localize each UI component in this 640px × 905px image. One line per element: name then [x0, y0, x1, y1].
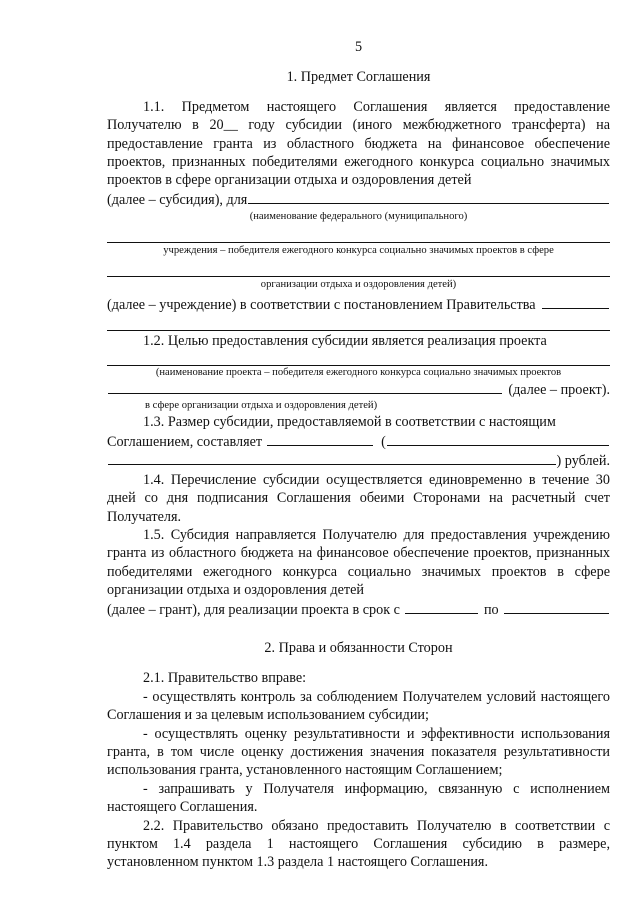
document-body — [107, 38, 610, 872]
date-to-label: по — [483, 601, 499, 618]
blank-line — [542, 295, 609, 309]
amount-digits-blank — [267, 432, 373, 446]
section-2-title: 2. Права и обязанности Сторон — [264, 639, 453, 656]
paren-open: ( — [381, 433, 386, 450]
section-1-title: 1. Предмет Соглашения — [286, 69, 431, 86]
caption-project-sphere: в сфере организации отдыха и оздоровления детей) — [145, 400, 378, 412]
caption-institution-winner: учреждения – победителя ежегодного конкурса социально значимых проектов в сфере — [163, 245, 554, 257]
clause-1-2-after-row — [107, 380, 610, 399]
blank-line — [108, 380, 502, 394]
clause-1-3-end-row — [107, 451, 610, 470]
blank-line — [107, 315, 610, 331]
blank-line — [107, 350, 610, 366]
clause-1-2-after: (далее – проект). — [508, 382, 610, 399]
clause-1-1-after-row — [107, 295, 610, 314]
clause-1-1: 1.1. Предметом настоящего Соглашения является предоставление Получателю в 20__ году субсидии (иного межбюджетного трансферта) на предоставление гранта из областного бюджета на финансовое обеспечение проектов, признанных победителями ежегодного конкурса социально значимых проектов в сфере организации отдыха и оздоровления детей — [107, 98, 610, 189]
blank-line — [107, 227, 610, 243]
clause-1-3-amount-row — [107, 432, 610, 451]
blank-line — [107, 261, 610, 277]
clause-1-5-dates-row — [107, 600, 610, 619]
clause-1-3-line2: Соглашением, составляет — [107, 433, 263, 450]
clause-1-5-last: (далее – грант), для реализации проекта в срок с — [107, 601, 400, 618]
blank-line — [248, 190, 609, 204]
clause-2-2: 2.2. Правительство обязано предоставить Получателю в соответствии с пунктом 1.4 раздела 1 настоящего Соглашения субсидию в размере, установленном пунктом 1.3 раздела 1 настоящего Соглашения. — [107, 817, 610, 871]
clause-1-3-end: ) рублей. — [556, 453, 610, 470]
clause-1-1-after: (далее – учреждение) в соответствии с постановлением Правительства — [107, 297, 536, 314]
clause-1-1-tail: (далее – субсидия), для — [107, 191, 248, 208]
clause-2-1-c: - запрашивать у Получателя информацию, связанную с исполнением настоящего Соглашения. — [107, 780, 610, 816]
date-to-blank — [504, 600, 609, 614]
page-number: 5 — [354, 39, 363, 55]
amount-words-blank-2 — [108, 451, 556, 465]
clause-1-3: 1.3. Размер субсидии, предоставляемой в соответствии с настоящим — [143, 414, 556, 431]
clause-1-4: 1.4. Перечисление субсидии осуществляется единовременно в течение 30 дней со дня подписания Соглашения обеими Сторонами на расчетный счет Получателя. — [107, 471, 610, 525]
caption-organization: организации отдыха и оздоровления детей) — [260, 279, 457, 291]
amount-words-blank — [387, 432, 609, 446]
clause-2-1-title: 2.1. Правительство вправе: — [143, 670, 307, 687]
clause-1-1-tail-row — [107, 190, 610, 209]
clause-2-1-a: - осуществлять контроль за соблюдением Получателем условий настоящего Соглашения и за целевым использованием субсидии; — [107, 688, 610, 724]
caption-project-name: (наименование проекта – победителя ежегодного конкурса социально значимых проектов — [155, 367, 562, 379]
clause-2-1-b: - осуществлять оценку результативности и эффективности использования гранта, в том числе оценку достижения значения показателя результативности использования гранта, установленного настоящим Соглашением; — [107, 725, 610, 779]
clause-1-2: 1.2. Целью предоставления субсидии является реализация проекта — [143, 332, 547, 349]
date-from-blank — [405, 600, 478, 614]
caption-institution-name: (наименование федерального (муниципального) — [249, 211, 468, 223]
clause-1-5: 1.5. Субсидия направляется Получателю для предоставления учреждению гранта из областного бюджета на финансовое обеспечение проектов, признанных победителями ежегодного конкурса социально значимых проектов в сфере организации отдыха и оздоровления детей — [107, 526, 610, 599]
